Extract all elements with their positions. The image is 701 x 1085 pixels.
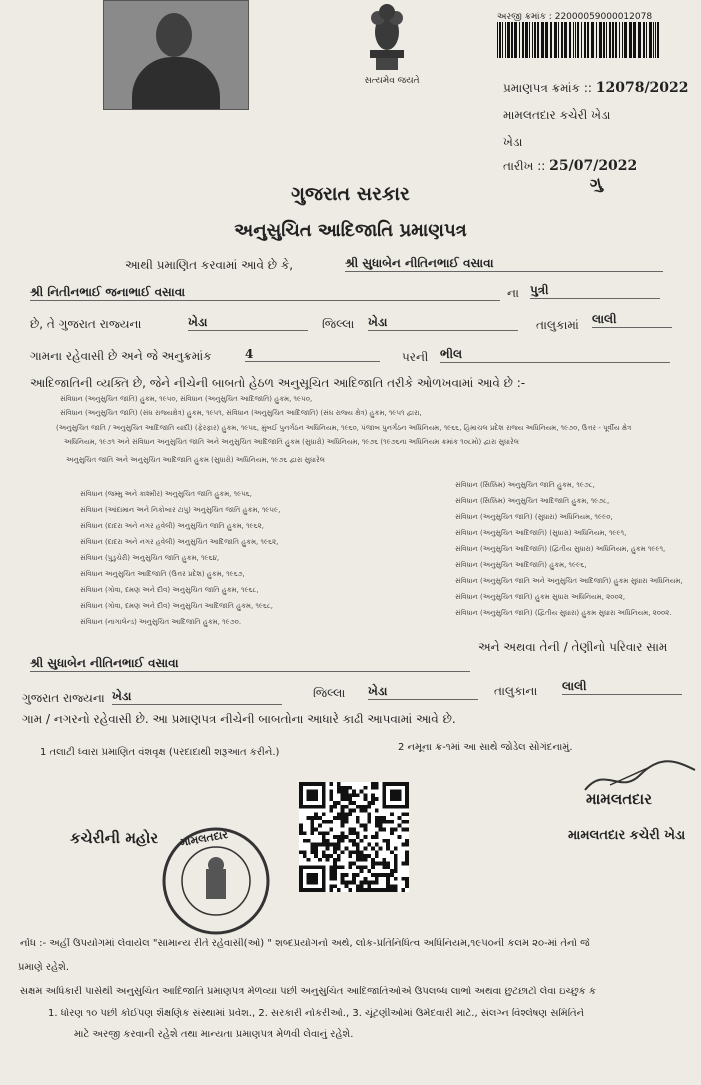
- family-text: અને અથવા તેની / તેણીનો પરિવાર સામ: [478, 640, 668, 654]
- basis-item-1: 1 તલાટી ધ્વારા પ્રમાણિત વંશવૃક્ષ (પરદાદાથી શરૂઆત કરીને.): [40, 747, 280, 758]
- issuing-place: ખેડા: [503, 135, 523, 149]
- issue-date: [503, 158, 637, 174]
- district-label: જિલ્લા: [322, 317, 355, 331]
- residence-state-prefix: ગુજરાત રાજ્યના: [22, 691, 105, 705]
- basis-statement: ગામ / નગરનો રહેવાસી છે. આ પ્રમાણપત્ર નીચેની બાબતોના આધારે કાઢી આપવામાં આવે છે.: [22, 712, 456, 726]
- note-line-3: સક્ષમ અધિકારી પાસેથી અનુસુચિત આદિજાતિ પ્રમાણપત્ર મેળવ્યા પછી અનુસુચિત આદિજાતિઓએ ઉપલબ્ધ લાભો અથવા છુટછાટો લેવા ઇચ્છુક ક: [20, 986, 596, 997]
- application-number-value: 22000059000012078: [554, 12, 653, 22]
- residence-district-label: જિલ્લા: [313, 686, 346, 700]
- basis-item-2: 2 નમૂના ક્ર-૧માં આ સાથે જોડેલ સોગંદનામું.: [398, 742, 573, 753]
- order-item: સંવિધાન (અનુસુચિત આદિજાતિ) હુકમ, ૧૯૯૬,: [455, 561, 587, 569]
- state-prefix: છે, તે ગુજરાત રાજ્યના: [30, 317, 142, 331]
- order-item: સંવિધાન (સિક્કિમ) અનુસુચિત આદિજાતિ હુકમ, ૧૯૭૮,: [455, 497, 610, 505]
- orders-paragraph: [56, 394, 700, 465]
- tribe-value: ભીલ: [440, 347, 670, 363]
- government-title: ગુજરાત સરકાર: [291, 183, 410, 205]
- relation-label: ના: [507, 286, 519, 300]
- relation-value: પુત્રી: [530, 283, 660, 299]
- order-item: સંવિધાન (ગોવા, દમણ અને દીવ) અનુસુચિત આદિજાતિ હુકમ, ૧૯૬૮,: [80, 602, 274, 610]
- order-item: સંવિધાન (સિક્કિમ) અનુસુચિત જાતિ હુકમ, ૧૯૭૮,: [455, 481, 595, 489]
- order-item: સંવિધાન (આંદામાન અને નિકોબાર ટાપુ) અનુસુચિત જાતિ હુકમ, ૧૯૫૯,: [80, 506, 281, 514]
- note-line-4: 1. ધોરણ ૧૦ પછી કોઈપણ શૈક્ષણિક સંસ્થામાં પ્રવેશ., 2. સરકારી નોકરીઓ., 3. ચૂંટણીઓમાં ઉમેદવારી માટે., સંલગ્ન વિશ્લેષણ સમિતિને: [48, 1008, 585, 1019]
- order-item: સંવિધાન (અનુસુચિત આદિજાતિ) (સુધારા) અધિનિયમ, ૧૯૯૧,: [455, 529, 627, 537]
- certificate-number: [503, 80, 689, 96]
- note-line-2: પ્રમાણે રહેશે.: [18, 962, 70, 973]
- date-handwritten-note: ગુ: [588, 173, 604, 195]
- order-item: સંવિધાન (અનુસુચિત જાતિ) (સુધારા) અધિનિયમ, ૧૯૯૦,: [455, 513, 613, 521]
- district-value: ખેડા: [188, 315, 308, 331]
- signatory-office: મામલતદાર કચેરી ખેડા: [568, 828, 686, 843]
- orders-right-list: [455, 480, 701, 624]
- order-item: સંવિધાન (અનુસુચિત જાતિ) હુકમ સુધારા અધિનિયમ, ૨૦૦૨,: [455, 593, 626, 601]
- order-item: સંવિધાન (દાદરા અને નગર હવેલી) અનુસુચિત આદિજાતિ હુકમ, ૧૯૬૨,: [80, 538, 279, 546]
- residence-taluka-label: તાલુકાના: [494, 684, 538, 698]
- holder-name: શ્રી સુધાબેન નીતિનભાઈ વસાવા: [345, 256, 663, 272]
- office-seal-label: કચેરીની મહોર: [70, 829, 159, 847]
- order-item: સંવિધાન (જમ્મુ અને કાશ્મીર) અનુસુચિત જાતિ હુકમ, ૧૯૫૬,: [80, 490, 252, 498]
- village-label: ગામના રહેવાસી છે અને જે અનુક્રમાંક: [30, 349, 212, 363]
- recognized-statement: આદિજાતિની વ્યક્તિ છે, જેને નીચેની બાબતો હેઠળ અનુસૂચિત આદિજાતિ તરીકે ઓળખવામાં આવે છે :-: [30, 376, 526, 390]
- father-name: શ્રી નિતીનભાઈ જનાભાઈ વસાવા: [30, 285, 500, 301]
- order-item: સંવિધાન અનુસુચિત આદિજાતિ (ઉત્તર પ્રદેશ) હુકમ, ૧૯૬૭,: [80, 570, 245, 578]
- residence-district-value: ખેડા: [112, 689, 282, 705]
- order-item: સંવિધાન (અનુસુચિત આદિજાતિ) (દ્વિતીય સુધારા) અધિનિયમ, હુકમ ૧૯૯૧,: [455, 545, 666, 553]
- order-item: સંવિધાન (અનુસુચિત જાતિ) (દ્વિતીય સુધારા) હુકમ સુધારા અધિનિયમ, ૨૦૦૨.: [455, 609, 672, 617]
- order-item: સંવિધાન (નાગાલેન્ડ) અનુસુચિત આદિજાતિ હુકમ, ૧૯૭૦.: [80, 618, 242, 626]
- order-line: (અનુસુચિત જાતિ / અનુસુચિત આદિજાતિ યાદી) (ફેરફાર) હુકમ, ૧૯૫૬, મુંબઈ પુનર્ગઠન અધિનિયમ, ૧૯૬૦, પંજાબ પુનર્ગઠન અધિનિયમ, ૧૯૬૬, હિમાચલ પ્રદેશ રાજ્ય અધિનિયમ, ૧૯૭૦, ઉત્તર - પૂર્વીય ક્ષેત્ર: [56, 424, 632, 432]
- holder-photo: [103, 0, 249, 110]
- residence-taluka-value: લાલી: [562, 679, 682, 695]
- seal-text: મામલતદાર: [179, 827, 230, 850]
- application-number-label: અરજી ક્રમાંક :: [497, 12, 552, 22]
- residence-district-value-2: ખેડા: [368, 684, 478, 700]
- order-item: સંવિધાન (દાદરા અને નગર હવેલી) અનુસુચિત જાતિ હુકમ, ૧૯૬૨,: [80, 522, 264, 530]
- order-line: અધિનિયમ, ૧૯૭૧ અને સંવિધાન અનુસુચિત જાતિ અને અનુસુચિત આદિજાતિ હુકમ (સુધારો) અધિનિયમ, ૧૯૭૬ (૧૯૭૬ના અધિનિયમ ક્રમાંક ૧૦૮મો) દ્વારા સુધારેલ: [64, 438, 519, 446]
- certificate-number-value: 12078/2022: [595, 80, 689, 96]
- taluka-label: તાલુકામાં: [536, 318, 579, 332]
- signatory-title: મામલતદાર: [586, 790, 652, 808]
- tribe-label: પરની: [402, 350, 429, 364]
- issue-date-value: 25/07/2022: [549, 158, 638, 174]
- ashoka-emblem-icon: [362, 2, 412, 74]
- note-line-5: માટે અરજી કરવાની રહેશે તથા માન્યતા પ્રમાણપત્ર મેળવી લેવાનું રહેશે.: [74, 1029, 354, 1040]
- intro-text: આથી પ્રમાણિત કરવામાં આવે છે કે,: [125, 258, 294, 272]
- serial-number: 4: [245, 347, 380, 362]
- residence-holder-name: શ્રી સુધાબેન નીતિનભાઈ વસાવા: [30, 656, 470, 672]
- certificate-title: અનુસુચિત આદિજાતિ પ્રમાણપત્ર: [234, 220, 467, 241]
- emblem-caption: સત્યમેવ જયતે: [364, 76, 420, 86]
- order-line: અનુસુચિત જાતિ અને અનુસુચિત આદિજાતિ હુકમ (સુધારો) અધિનિયમ, ૧૯૭૬ દ્વારા સુધારેલ: [66, 456, 325, 464]
- note-line-1: નોંધ :- અહીં ઉપયોગમાં લેવાયેલ "સામાન્ય રીતે રહેવાસી(ઓ) " શબ્દપ્રયોગનો અર્થ, લોક-પ્રતિનિધિત્વ અધિનિયમ,૧૯૫૦ની કલમ ૨૦-માં તેનો જે: [20, 938, 590, 949]
- application-number: [497, 12, 652, 22]
- qr-code-icon: [298, 782, 410, 892]
- order-item: સંવિધાન (અનુસુચિત જાતિ અને અનુસુચિત આદિજાતિ) હુકમ સુધારા અધિનિયમ,: [455, 577, 683, 585]
- order-line: સંવિધાન (અનુસુચિત જાતિ) (સંઘ રાજ્યક્ષેત્ર) હુકમ, ૧૯૫૧, સંવિધાન (અનુસુચિત આદિજાતિ) (સંઘ રાજ્ય ક્ષેત્ર) હુકમ, ૧૯૫૧ દ્વારા,: [60, 409, 422, 417]
- issuing-office: મામલતદાર કચેરી ખેડા: [503, 108, 611, 122]
- district-value-2: ખેડા: [368, 315, 518, 331]
- village-value: લાલી: [592, 312, 672, 328]
- certificate-number-label: પ્રમાણપત્ર ક્રમાંક ::: [503, 81, 592, 95]
- issue-date-label: તારીખ ::: [503, 159, 546, 173]
- order-item: સંવિધાન (પુડુચેરી) અનુસુચિત જાતિ હુકમ, ૧૯૬૪,: [80, 554, 220, 562]
- order-item: સંવિધાન (ગોવા, દમણ અને દીવ) અનુસુચિત જાતિ હુકમ, ૧૯૬૮,: [80, 586, 259, 594]
- orders-left-list: [80, 489, 370, 633]
- barcode-icon: [497, 22, 663, 58]
- order-line: સંવિધાન (અનુસુચિત જાતિ) હુકમ, ૧૯૫૦, સંવિધાન (અનુસુચિત આદિજાતિ) હુકમ, ૧૯૫૦,: [60, 395, 313, 403]
